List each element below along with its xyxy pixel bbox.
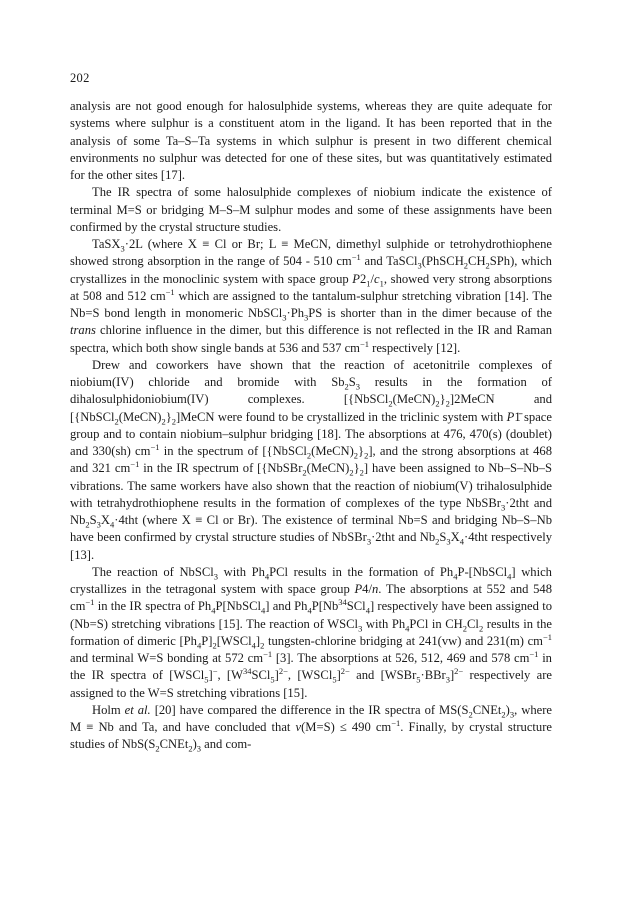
- paragraph-ir-spectra: The IR spectra of some halosulphide complexes of niobium indicate the existence of terminal M=S or bridging M–S–M sulphur modes and some of these assignments have been confirmed by the crystal structure studies.: [70, 185, 552, 234]
- paragraph-nbscl3-reaction: The reaction of NbSCl$_3$ with $Ph_4PCl$ results in the formation of $Ph_4P-[NbSCl_4]$ which crystallizes in the tetragonal system with space group P4/n. The absorptions at 552 and 548 $cm^{-1}$ in the IR spectra of $Ph_4P[NbSCl_4]$ and $Ph_4P[Nb^{34}SCl_4]$ respectively have been assigned to (Nb=S) stretching vibrations [15]. The reaction of WSCl$_3$ with $Ph_4PCl$ in $CH_2Cl_2$ results in the formation of dimeric $[Ph_4P]_2[WSCl_4]_2$ tungsten-chlorine bridging at 241(vw) and 231(m) $cm^{-1}$ and terminal W=S bonding at 572 $cm^{-1}$ [3]. The absorptions at 526, 512, 469 and 578 $cm^{-1}$ in the IR spectra of [WSCl$_5$]−, $[W^{34}SCl_5]^{2-}$, [WSCl$_5$]$^{2-}$ and [WSBr$_5$·BBr$_3$]$^{2-}$ respectively are assigned to the W=S stretching vibrations [15].: [70, 564, 553, 700]
- paragraph-holm: Holm et al. [20] have compared the difference in the IR spectra of $MS(S_2CNEt_2)_3$, where M ≡ Nb and Ta, and have concluded that ν(M=S) ≤ 490 $cm^{-1}$. Finally, by crystal structure studies of $NbS(S_2CNEt_2)_3$ and com-: [70, 702, 552, 754]
- paragraph-drew: Drew and coworkers have shown that the reaction of acetonitrile complexes of niobium(IV) chloride and bromide with $Sb_2S_3$ results in the formation of dihalosulphidoniobium(IV) complexes. $[\{NbSCl_2(MeCN)_2\}_2]2MeCN$ and $[\{NbSCl_2(MeCN)_2\}_2]MeCN$ were found to be crystallized in the triclinic system with P1̄ space group and to contain niobium–sulphur bridging [18]. The absorptions at 476, 470(s) (doublet) and 330(sh) $cm^{-1}$ in the spectrum of $[\{NbSCl_2(MeCN)_2\}_2]$, and the strong absorptions at 468 and 321 $cm^{-1}$ in the IR spectrum of $[\{NbSBr_2(MeCN)_2\}_2]$ have been assigned to Nb–S–Nb–S vibrations. The same workers have also shown that the reaction of niobium(V) trihalosulphide with tetrahydrothiophene results in the formation of complexes of the type NbSBr$_3$·2tht and $Nb_2S_3X_4\cdot 4tht$ (where X ≡ Cl or Br). The existence of terminal Nb=S and bridging Nb–S–Nb have been confirmed by crystal structure studies of NbSBr$_3$·2tht and $Nb_2S_3X_4\cdot 4tht$ respectively [13].: [70, 357, 553, 562]
- page-number: 202: [70, 71, 90, 85]
- paragraph-tasx3: TaSX$_3$·2L (where X ≡ Cl or Br; L ≡ MeCN, dimethyl sulphide or tetrohydrothiophene showed strong absorption in the range of 504 - 510 $cm^{-1}$ and $TaSCl_3(PhSCH_2CH_2SPh)$, which crystallizes in the monoclinic system with space group $P2_1/c_1$, showed very strong absorptions at 508 and 512 $cm^{-1}$ which are assigned to the tantalum-sulphur stretching vibration [14]. The Nb=S bond length in monomeric $NbSCl_3\cdot Ph_3PS$ is shorter than in the dimer because of the trans chlorine influence in the dimer, but this difference is not reflected in the IR and Raman spectra, which both show single bands at 536 and 537 $cm^{-1}$ respectively [12].: [70, 237, 552, 355]
- paragraph-analysis: analysis are not good enough for halosulphide systems, whereas they are quite adequate for systems where sulphur is a constituent atom in the ligand. It has been reported that in the analysis of some Ta–S–Ta systems in which sulphur is present in two different chemical environments no sulphur was detected for one of these sites, but was quantitatively estimated for the other sites [17].: [70, 99, 552, 182]
- body-text: [70, 98, 552, 754]
